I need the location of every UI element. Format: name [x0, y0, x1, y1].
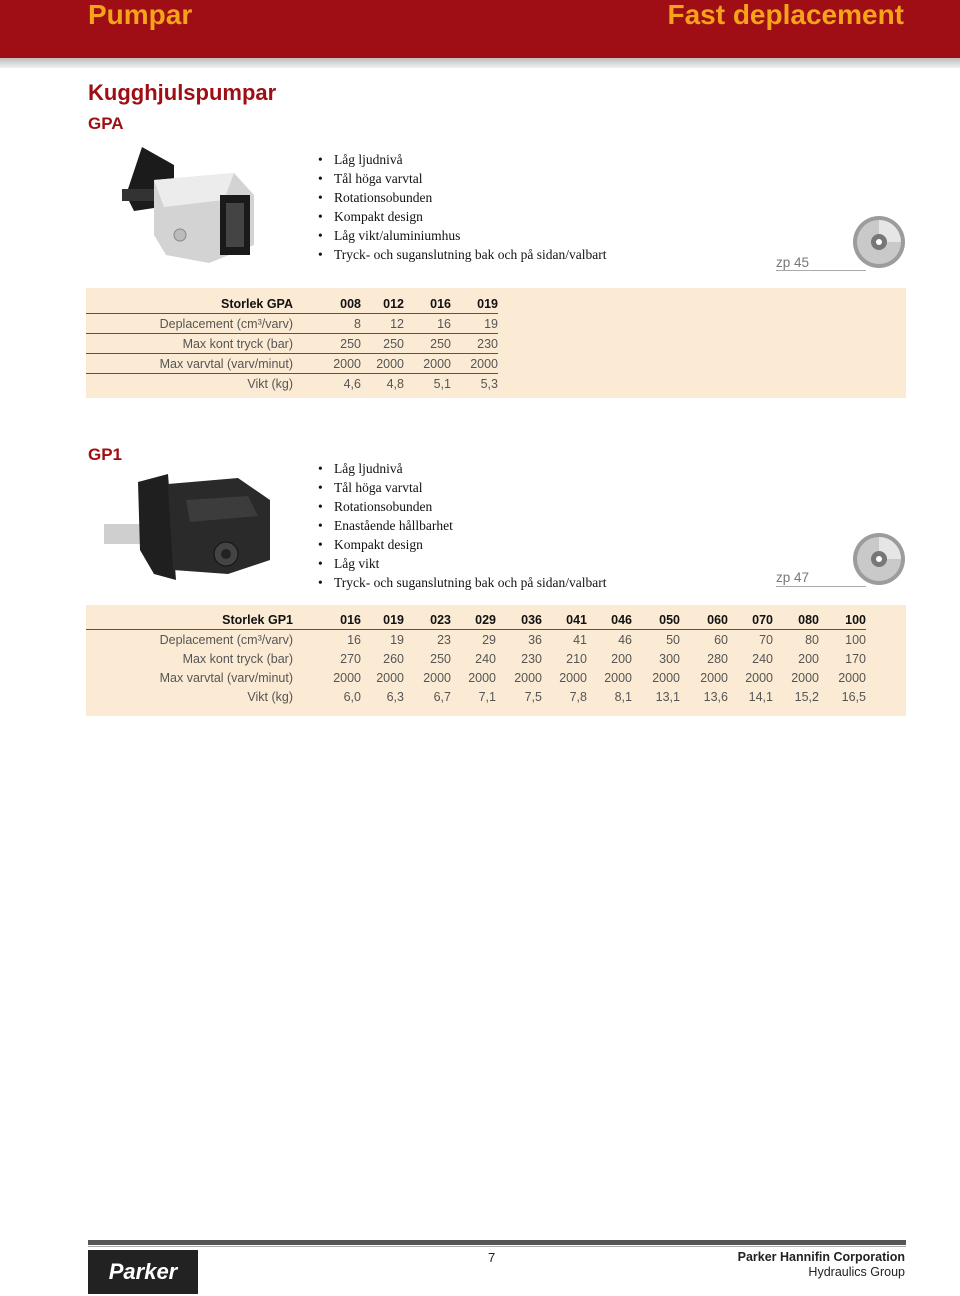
- list-item: • Låg vikt: [318, 554, 606, 573]
- table-header-cell: 070: [728, 610, 773, 630]
- row-label: Max varvtal (varv/minut): [86, 354, 315, 374]
- table-cell: 29: [482, 632, 496, 647]
- table-cell: 250: [361, 334, 404, 354]
- cd-disc-icon: [852, 215, 906, 269]
- table-header-cell: 008: [315, 294, 361, 314]
- parker-logo: Parker: [88, 1250, 198, 1294]
- table-cell: 8: [315, 314, 361, 334]
- list-item: • Rotationsobunden: [318, 188, 606, 207]
- table-header-cell: 046: [587, 610, 632, 630]
- table-cell: 2000: [376, 670, 404, 685]
- table-header-cell: 050: [632, 610, 680, 630]
- page-number: 7: [488, 1250, 496, 1265]
- row-label: Max varvtal (varv/minut): [159, 670, 293, 685]
- gpa-spec-table: [86, 288, 906, 398]
- table-cell: 2000: [404, 354, 451, 374]
- table-cell: 2000: [333, 670, 361, 685]
- table-cell: 2000: [700, 670, 728, 685]
- table-cell: 2000: [451, 354, 498, 374]
- table-cell: 240: [752, 651, 773, 666]
- gpa-title: GPA: [88, 114, 124, 133]
- table-cell: 170: [845, 651, 866, 666]
- table-cell: 19: [451, 314, 498, 334]
- header-right-title: Fast deplacement: [667, 0, 904, 30]
- row-label: Vikt (kg): [247, 376, 293, 391]
- divider: [776, 270, 866, 271]
- table-cell: 5,3: [480, 376, 498, 391]
- table-cell: 2000: [745, 670, 773, 685]
- table-cell: 50: [666, 632, 680, 647]
- table-header-cell: 036: [496, 610, 542, 630]
- table-cell: 2000: [468, 670, 496, 685]
- table-cell: 2000: [361, 354, 404, 374]
- table-cell: 2000: [791, 670, 819, 685]
- table-header-cell: 016: [404, 294, 451, 314]
- table-cell: 19: [390, 632, 404, 647]
- gp1-title: GP1: [88, 445, 123, 464]
- table-row: [86, 354, 498, 374]
- list-item: • Låg ljudnivå: [318, 150, 606, 169]
- table-cell: 250: [430, 651, 451, 666]
- header-left-title: Pumpar: [88, 0, 193, 30]
- table-row: [86, 687, 866, 706]
- list-item: • Enastående hållbarhet: [318, 516, 606, 535]
- table-cell: 2000: [315, 354, 361, 374]
- row-label: Deplacement (cm³/varv): [86, 314, 315, 334]
- table-header-label: Storlek GPA: [86, 294, 315, 314]
- table-cell: 70: [759, 632, 773, 647]
- table-header-cell: 019: [451, 294, 498, 314]
- table-cell: 300: [659, 651, 680, 666]
- division-name: Hydraulics Group: [808, 1265, 905, 1279]
- list-item: • Tryck- och suganslutning bak och på sidan/valbart: [318, 573, 606, 592]
- table-cell: 23: [437, 632, 451, 647]
- table-cell: 6,3: [386, 689, 404, 704]
- table-cell: 270: [340, 651, 361, 666]
- table-cell: 2000: [559, 670, 587, 685]
- list-item: • Tål höga varvtal: [318, 478, 606, 497]
- table-cell: 12: [361, 314, 404, 334]
- table-header-cell: 100: [819, 610, 866, 630]
- header-shadow: [0, 58, 960, 68]
- table-cell: 4,6: [343, 376, 361, 391]
- table-cell: 16,5: [841, 689, 866, 704]
- table-cell: 200: [611, 651, 632, 666]
- table-header-cell: 029: [451, 610, 496, 630]
- list-item: • Tryck- och suganslutning bak och på sidan/valbart: [318, 245, 606, 264]
- table-cell: 240: [475, 651, 496, 666]
- divider: [776, 586, 866, 587]
- table-cell: 230: [451, 334, 498, 354]
- table-cell: 13,1: [655, 689, 680, 704]
- table-cell: 200: [798, 651, 819, 666]
- table-cell: 280: [707, 651, 728, 666]
- table-header-cell: 060: [680, 610, 728, 630]
- table-cell: 16: [404, 314, 451, 334]
- table-row: [86, 649, 866, 668]
- table-header-cell: 016: [315, 610, 361, 630]
- footer-rule: [88, 1240, 906, 1245]
- table-cell: 6,0: [343, 689, 361, 704]
- row-label: Max kont tryck (bar): [182, 651, 293, 666]
- table-cell: 60: [714, 632, 728, 647]
- table-cell: 260: [383, 651, 404, 666]
- page-header: [0, 0, 960, 58]
- gpa-pump-photo: [114, 145, 264, 270]
- table-cell: 2000: [423, 670, 451, 685]
- row-label: Max kont tryck (bar): [86, 334, 315, 354]
- table-row: [86, 630, 866, 650]
- table-cell: 250: [404, 334, 451, 354]
- table-cell: 2000: [604, 670, 632, 685]
- table-row: [86, 668, 866, 687]
- list-item: • Kompakt design: [318, 207, 606, 226]
- table-cell: 80: [805, 632, 819, 647]
- table-cell: 16: [347, 632, 361, 647]
- table-cell: 7,5: [524, 689, 542, 704]
- table-cell: 4,8: [386, 376, 404, 391]
- company-name: Parker Hannifin Corporation: [737, 1250, 905, 1264]
- table-cell: 5,1: [433, 376, 451, 391]
- table-cell: 2000: [652, 670, 680, 685]
- table-cell: 13,6: [703, 689, 728, 704]
- table-row: [86, 334, 498, 354]
- table-row: [86, 374, 498, 394]
- list-item: • Tål höga varvtal: [318, 169, 606, 188]
- footer-rule-thin: [88, 1246, 906, 1247]
- table-row: [86, 314, 498, 334]
- table-header-cell: 080: [773, 610, 819, 630]
- table-header-cell: 012: [361, 294, 404, 314]
- table-cell: 7,8: [569, 689, 587, 704]
- gp1-cd-reference: zp 47: [776, 570, 810, 585]
- company-info: [738, 1250, 905, 1280]
- table-cell: 8,1: [614, 689, 632, 704]
- gpa-cd-reference: zp 45: [776, 255, 810, 270]
- gp1-spec-table: [86, 605, 906, 716]
- table-cell: 36: [528, 632, 542, 647]
- gp1-feature-list: [318, 459, 606, 592]
- gpa-feature-list: [318, 150, 606, 264]
- table-cell: 15,2: [794, 689, 819, 704]
- row-label: Deplacement (cm³/varv): [159, 632, 293, 647]
- table-cell: 100: [845, 632, 866, 647]
- table-cell: 230: [521, 651, 542, 666]
- cd-disc-icon: [852, 532, 906, 586]
- table-cell: 2000: [838, 670, 866, 685]
- table-header-cell: 041: [542, 610, 587, 630]
- table-cell: 46: [618, 632, 632, 647]
- table-cell: 14,1: [748, 689, 773, 704]
- table-cell: 6,7: [433, 689, 451, 704]
- list-item: • Låg vikt/aluminiumhus: [318, 226, 606, 245]
- gp1-pump-photo: [98, 470, 278, 585]
- table-cell: 210: [566, 651, 587, 666]
- list-item: • Kompakt design: [318, 535, 606, 554]
- list-item: • Låg ljudnivå: [318, 459, 606, 478]
- row-label: Vikt (kg): [247, 689, 293, 704]
- table-header-cell: 019: [361, 610, 404, 630]
- table-cell: 2000: [514, 670, 542, 685]
- table-cell: 250: [315, 334, 361, 354]
- list-item: • Rotationsobunden: [318, 497, 606, 516]
- table-header-label: Storlek GP1: [86, 610, 315, 630]
- table-cell: 7,1: [478, 689, 496, 704]
- table-cell: 41: [573, 632, 587, 647]
- section-title: Kugghjulspumpar: [88, 80, 277, 105]
- table-header-cell: 023: [404, 610, 451, 630]
